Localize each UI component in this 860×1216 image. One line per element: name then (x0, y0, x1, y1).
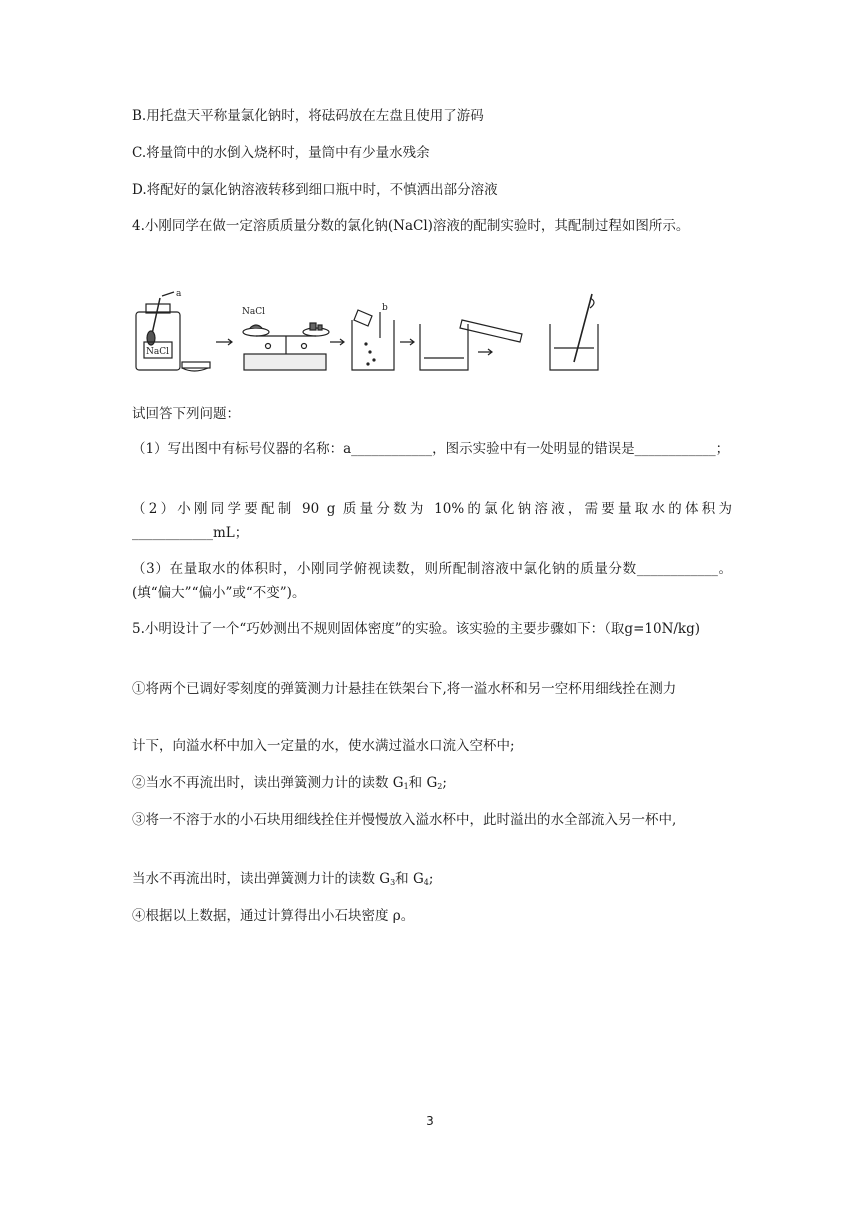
page-number: 3 (426, 1114, 434, 1128)
step-1-line-1: ①将两个已调好零刻度的弹簧测力计悬挂在铁架台下,将一溢水杯和另一空杯用细线拴在测力 (132, 681, 677, 697)
weight-2 (318, 325, 322, 330)
step-2 (132, 773, 447, 797)
arrow-4 (478, 349, 492, 355)
step-2-and: 和 G (408, 775, 438, 791)
step-1-line-2: 计下，向溢水杯中加入一定量的水，使水满过溢水口流入空杯中; (132, 738, 515, 754)
option-c: C.将量筒中的水倒入烧杯时，量筒中有少量水残余 (132, 145, 430, 161)
cap-dish (182, 362, 210, 368)
label-nacl-bottle: NaCl (146, 347, 170, 357)
stirring-rod (574, 294, 592, 362)
answer-intro: 试回答下列问题： (132, 406, 240, 422)
subscript-4: 4 (423, 878, 429, 887)
measuring-cylinder (460, 320, 522, 342)
step-3-text: 当水不再流出时，读出弹簧测力计的读数 G (132, 871, 391, 887)
beaker-2 (420, 324, 468, 370)
balance-left-pan (243, 328, 269, 336)
salt-pile (250, 325, 262, 328)
spoon-bowl (147, 331, 155, 345)
arrow-1 (216, 339, 232, 345)
question-4-part-1: （1）写出图中有标号仪器的名称：a____________，图示实验中有一处明显的错误是____________； (132, 441, 730, 457)
spoon-handle (152, 298, 160, 334)
step-3-and: 和 G (395, 871, 424, 887)
label-a: a (176, 290, 182, 299)
subscript-2: 2 (437, 782, 443, 791)
weighing-paper (354, 310, 372, 326)
arrow-3 (400, 339, 414, 345)
step-3-line-2 (132, 869, 433, 893)
knob-left (266, 344, 271, 349)
option-d: D.将配好的氯化钠溶液转移到细口瓶中时，不慎洒出部分溶液 (132, 182, 498, 198)
beaker-1 (352, 320, 394, 370)
reagent-bottle (136, 312, 180, 370)
question-4-part-2: （2）小刚同学要配制 90 g 质量分数为 10%的氯化钠溶液，需要量取水的体积为____________mL； (132, 501, 732, 541)
balance-beam (256, 336, 316, 354)
question-4-part-3: （3）在量取水的体积时，小刚同学俯视读数，则所配制溶液中氯化钠的质量分数____________。(填“偏大”“偏小”或“不变”)。 (132, 561, 732, 601)
step-3-end: ; (428, 871, 434, 887)
step-2-text: ②当水不再流出时，读出弹簧测力计的读数 G (132, 775, 404, 791)
option-b: B.用托盘天平称量氯化钠时，将砝码放在左盘且使用了游码 (132, 108, 484, 124)
weight-1 (310, 323, 316, 330)
balance-base (244, 354, 326, 370)
step-4: ④根据以上数据，通过计算得出小石块密度 ρ。 (132, 908, 415, 924)
question-4: 4.小刚同学在做一定溶质质量分数的氯化钠(NaCl)溶液的配制实验时，其配制过程如图所示。 (132, 218, 690, 234)
label-b: b (382, 303, 388, 313)
label-nacl-balance: NaCl (242, 307, 266, 317)
label-a-leader (162, 292, 174, 296)
arrow-2 (330, 339, 344, 345)
knob-right (302, 344, 307, 349)
question-5: 5.小明设计了一个“巧妙测出不规则固体密度”的实验。该实验的主要步骤如下：（取g=10N/kg) (132, 621, 701, 637)
experiment-figure (132, 290, 622, 380)
subscript-3: 3 (390, 878, 396, 887)
step-3-line-1: ③将一不溶于水的小石块用细线拴住并慢慢放入溢水杯中，此时溢出的水全部流入另一杯中, (132, 812, 677, 828)
subscript-1: 1 (403, 782, 409, 791)
step-2-end: ; (442, 775, 447, 791)
beaker-3 (550, 324, 598, 370)
